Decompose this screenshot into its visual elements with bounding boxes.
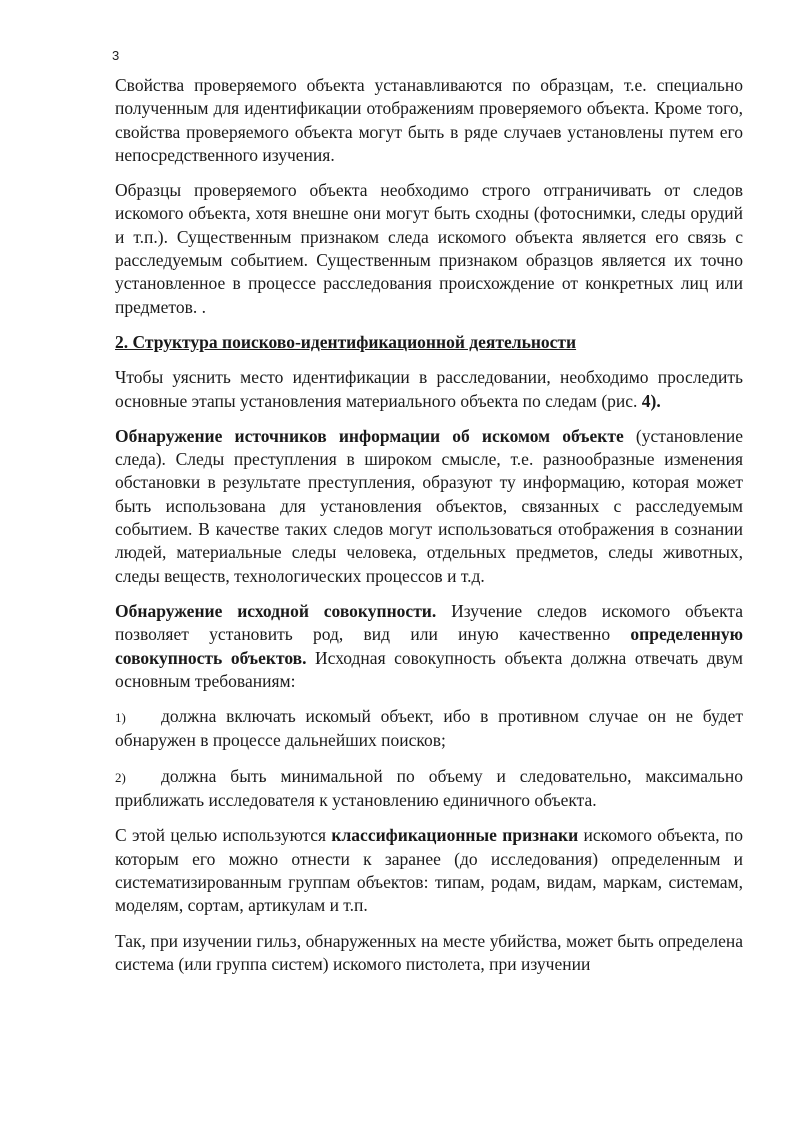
paragraph-5-text-1: Изучение следов искомого объекта позволяет установить род, вид или иную качественно xyxy=(115,600,743,645)
paragraph-3 xyxy=(115,366,743,413)
paragraph-5 xyxy=(115,600,743,693)
paragraph-6-text-2: искомого объекта, по которым его можно отнести к заранее (до исследования) определенным и систематизированным группам объектов: типам, родам, видам, маркам, системам, моделям, сортам, артикулам и т.п. xyxy=(115,825,743,916)
paragraph-3-text: Чтобы уяснить место идентификации в расследовании, необходимо проследить основные этапы установления материального объекта по следам (рис. xyxy=(115,367,743,411)
paragraph-4-term: Обнаружение источников информации об искомом объекте xyxy=(115,425,624,446)
paragraph-5-term: Обнаружение исходной совокупности. xyxy=(115,600,437,621)
paragraph-4 xyxy=(115,425,743,588)
list-item-2-number: 2) xyxy=(115,769,126,785)
paragraph-4-text: (установление следа). Следы преступления в широком смысле, т.е. разнообразные изменения обстановки в результате преступления, образуют ту информацию, которая может быть использована для установления объектов, связанных с расследуемым событием. В качестве таких следов могут использоваться отображения в сознании людей, материальные следы человека, отдельных предметов, следы животных, следы веществ, технологических процессов и т.д. xyxy=(115,425,743,586)
paragraph-5-text-2: Исходная совокупность объекта должна отвечать двум основным требованиям: xyxy=(115,647,744,691)
page-number: 3 xyxy=(112,48,120,63)
paragraph-6 xyxy=(115,824,743,917)
list-item-1-number: 1) xyxy=(115,710,126,726)
paragraph-6-text-1: С этой целью используются xyxy=(115,825,332,846)
paragraph-6-term: классификационные признаки xyxy=(331,825,579,846)
paragraph-5-term-2: определенную совокупность объектов. xyxy=(115,624,743,668)
paragraph-1: Свойства проверяемого объекта устанавливаются по образцам, т.е. специально полученным для идентификации отображениям проверяемого объекта. Кроме того, свойства проверяемого объекта могут быть в ряде случаев установлены путем его непосредственного изучения. xyxy=(115,75,743,165)
paragraph-3-figure-ref: 4). xyxy=(641,390,661,411)
list-item-1-text: должна включать искомый объект, ибо в противном случае он не будет обнаружен в процессе дальнейших поисков; xyxy=(115,706,743,751)
paragraph-7: Так, при изучении гильз, обнаруженных на месте убийства, может быть определена система (или группа систем) искомого пистолета, при изучении xyxy=(115,930,743,974)
section-heading: 2. Структура поисково-идентификационной деятельности xyxy=(115,331,577,352)
document-body xyxy=(115,74,743,988)
list-item-1 xyxy=(115,705,743,753)
paragraph-2: Образцы проверяемого объекта необходимо строго отграничивать от следов искомого объекта, хотя внешне они могут быть сходны (фотоснимки, следы орудий и т.п.). Существенным признаком следа искомого объекта является его связь с расследуемым событием. Существенным признаком образцов является их точно установленное в процессе расследования происхождение от конкретных лиц или предметов. . xyxy=(115,180,743,317)
list-item-2 xyxy=(115,765,743,813)
list-item-2-text: должна быть минимальной по объему и следовательно, максимально приближать исследователя к установлению единичного объекта. xyxy=(115,765,743,811)
